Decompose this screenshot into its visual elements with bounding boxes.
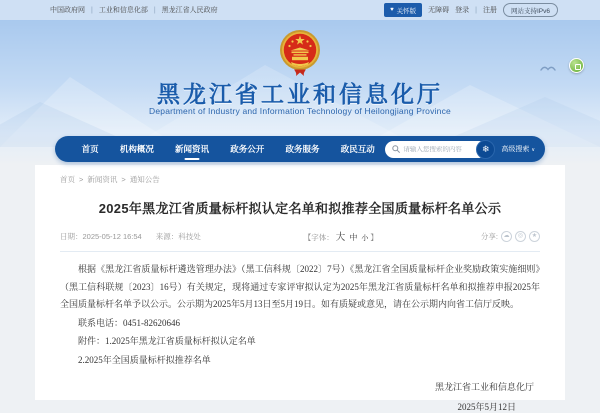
register-link[interactable]: 注册 bbox=[482, 7, 497, 14]
font-label-end: 】 bbox=[370, 233, 378, 242]
font-size-large[interactable]: 大 bbox=[335, 232, 346, 243]
breadcrumb-separator: > bbox=[79, 175, 84, 184]
national-emblem-icon bbox=[277, 29, 323, 77]
advanced-search-link[interactable] bbox=[501, 144, 535, 154]
nav-item-about[interactable]: 机构概况 bbox=[119, 144, 154, 154]
signature bbox=[60, 380, 540, 413]
share-controls bbox=[481, 231, 540, 242]
attachment-line-1 bbox=[60, 333, 540, 351]
publish-date bbox=[60, 231, 142, 242]
separator: | bbox=[475, 6, 477, 14]
breadcrumb-news[interactable]: 新闻资讯 bbox=[87, 175, 118, 184]
search-input[interactable] bbox=[403, 146, 479, 153]
date-label: 日期： bbox=[60, 231, 83, 241]
breadcrumb-home[interactable]: 首页 bbox=[60, 175, 75, 184]
font-size-small[interactable]: 小 bbox=[361, 235, 369, 242]
care-mode-button[interactable] bbox=[384, 3, 422, 17]
link-miit[interactable]: 工业和信息化部 bbox=[98, 7, 148, 14]
nav-item-home[interactable]: 首页 bbox=[81, 144, 99, 154]
login-link[interactable]: 登录 bbox=[455, 7, 470, 14]
search-area bbox=[385, 140, 535, 159]
care-icon: ♥ bbox=[390, 7, 394, 13]
signature-org: 黑龙江省工业和信息化厅 bbox=[434, 382, 534, 392]
breadcrumb-separator: > bbox=[121, 175, 126, 184]
font-label: 【字体： bbox=[303, 233, 334, 242]
accessibility-link[interactable]: 无障碍 bbox=[428, 7, 450, 14]
separator: | bbox=[91, 6, 93, 14]
bird-icon bbox=[540, 64, 556, 72]
separator: | bbox=[153, 6, 156, 14]
site-subtitle: Department of Industry and Information Technology of Heilongjiang Province bbox=[149, 106, 451, 116]
search-box bbox=[385, 141, 487, 158]
link-hlj-gov[interactable]: 黑龙江省人民政府 bbox=[161, 7, 218, 14]
article-body bbox=[60, 261, 540, 369]
source-label: 来源： bbox=[155, 231, 179, 241]
font-size-controls bbox=[201, 229, 481, 243]
source bbox=[156, 231, 201, 242]
gov-links bbox=[50, 5, 218, 15]
weibo-share-icon[interactable]: ◎ bbox=[515, 231, 526, 242]
source-value: 科技处 bbox=[178, 231, 201, 241]
date-value: 2025-05-12 16:54 bbox=[82, 231, 142, 241]
attachment-label: 附件： bbox=[78, 336, 106, 346]
nav-item-services[interactable]: 政务服务 bbox=[285, 144, 320, 154]
breadcrumb-notices[interactable]: 通知公告 bbox=[129, 175, 160, 184]
share-label: 分享: bbox=[480, 231, 498, 241]
top-utility-bar bbox=[0, 0, 600, 20]
article-title: 2025年黑龙江省质量标杆拟认定名单和拟推荐全国质量标杆名单公示 bbox=[98, 201, 502, 216]
nav-item-news[interactable]: 新闻资讯 bbox=[175, 144, 210, 154]
font-size-medium[interactable]: 中 bbox=[349, 233, 358, 242]
article-meta bbox=[60, 229, 540, 252]
attachment-link-2[interactable]: 2.2025年全国质量标杆拟推荐名单 bbox=[78, 354, 211, 365]
snowflake-search-button[interactable] bbox=[476, 140, 495, 159]
care-mode-label: 关怀版 bbox=[396, 7, 417, 15]
link-china-gov[interactable]: 中国政府网 bbox=[50, 7, 85, 14]
floating-service-icon[interactable] bbox=[569, 58, 584, 73]
qq-share-icon[interactable]: ★ bbox=[529, 231, 540, 242]
search-icon bbox=[392, 145, 400, 153]
attachment-link-1[interactable]: 1.2025年黑龙江省质量标杆拟认定名单 bbox=[105, 336, 256, 346]
site-title: 黑龙江省工业和信息化厅 bbox=[157, 81, 443, 107]
ipv6-badge[interactable]: 网站支持IPv6 bbox=[503, 3, 558, 17]
advanced-search-label: 高级搜索 bbox=[501, 146, 530, 153]
content-card bbox=[35, 165, 565, 412]
breadcrumb bbox=[60, 174, 540, 185]
wechat-share-icon[interactable]: ☁ bbox=[501, 231, 512, 242]
nav-item-interaction[interactable]: 政民互动 bbox=[340, 144, 375, 154]
nav-items bbox=[71, 143, 385, 155]
snowflake-icon: ❄ bbox=[482, 143, 490, 154]
article-paragraph: 根据《黑龙江省质量标杆遴选管理办法》（黑工信科规〔2022〕7号）《黑龙江省全国质量标杆企业奖励政策实施细则》（黑工信科联规〔2023〕16号）有关规定，现将通过专家评审拟认定为2025年黑龙江省质量标杆名单和拟推荐申报2025年全国质量标杆名单予以公示。公示期为2025年5月13日至5月19日。如有质疑或意见，请在公示期内向省工信厅反映。 bbox=[60, 264, 540, 309]
chevron-down-icon: ∨ bbox=[531, 146, 535, 153]
signature-date: 2025年5月12日 bbox=[457, 402, 516, 412]
user-links bbox=[384, 3, 558, 17]
main-nav bbox=[55, 136, 545, 162]
contact-phone: 联系电话：0451-82620646 bbox=[78, 317, 180, 328]
meta-left bbox=[60, 231, 201, 242]
nav-item-gov-info[interactable]: 政务公开 bbox=[230, 144, 265, 154]
attachment-line-2 bbox=[60, 352, 540, 370]
